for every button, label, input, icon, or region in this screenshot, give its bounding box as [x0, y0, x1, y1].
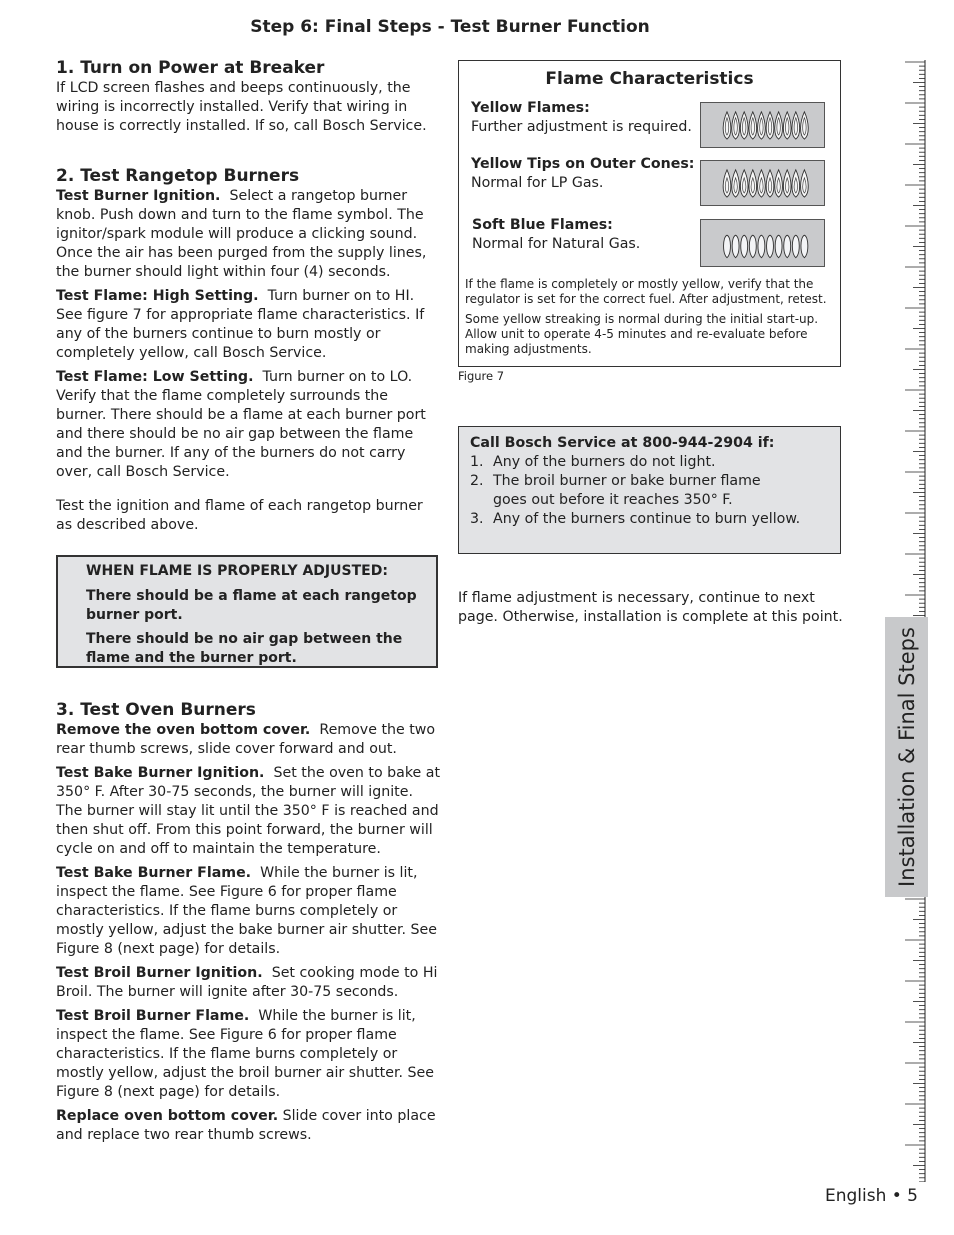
soft-blue-flames-icon: [700, 219, 825, 267]
body-text: Turn burner on to LO. Verify that the flame completely surrounds the burner. There should be a flame at each burner port and there should be no air gap between the flame and the burner. If any of the burners do not carry over, call Bosch Service.: [56, 369, 426, 480]
yellow-tips-flames-icon: [700, 160, 825, 206]
list-number: 3.: [470, 511, 484, 527]
list-number: 2.: [470, 473, 484, 489]
section-rangetop: [56, 166, 442, 540]
flame-desc: Further adjustment is required.: [471, 119, 692, 135]
call-heading: Call Bosch Service at 800-944-2904 if:: [470, 435, 775, 451]
margin-ruler-bottom: [905, 897, 929, 1182]
body-text: Slide cover into place and replace two rear thumb screws.: [56, 1108, 436, 1143]
note-heading: WHEN FLAME IS PROPERLY ADJUSTED:: [86, 563, 388, 579]
section-side-tab: [885, 617, 928, 897]
section-heading: 2. Test Rangetop Burners: [56, 166, 300, 186]
list-text: Any of the burners continue to burn yellow.: [493, 511, 801, 527]
body-text: Remove the two rear thumb screws, slide cover forward and out.: [56, 722, 436, 757]
yellow-flames-icon: [700, 102, 825, 148]
paragraph: [56, 1007, 442, 1102]
side-tab-label: Installation & Final Steps: [894, 627, 919, 887]
section-oven: [56, 700, 442, 1150]
section-heading: 3. Test Oven Burners: [56, 700, 256, 720]
paragraph: [56, 964, 442, 1002]
paragraph: Test the ignition and flame of each rangetop burner as described above.: [56, 498, 423, 533]
list-item: [470, 472, 830, 510]
lead-text: Test Burner Ignition.: [56, 188, 221, 204]
lead-text: Replace oven bottom cover.: [56, 1108, 279, 1124]
paragraph: [56, 764, 442, 859]
call-service-box: [458, 426, 841, 554]
lead-text: Test Flame: High Setting.: [56, 288, 259, 304]
next-page-note: If flame adjustment is necessary, continue to next page. Otherwise, installation is complete at this point.: [458, 590, 843, 625]
note-line: There should be a flame at each rangetop burner port.: [86, 588, 417, 623]
lead-text: Remove the oven bottom cover.: [56, 722, 311, 738]
body-text: While the burner is lit, inspect the flame. See Figure 6 for proper flame characteristics. If the flame burns completely or mostly yellow, adjust the bake burner air shutter. See Figure 8 (next page) for details.: [56, 865, 438, 957]
lead-text: Test Bake Burner Ignition.: [56, 765, 265, 781]
lead-text: Test Broil Burner Flame.: [56, 1008, 250, 1024]
list-text: The broil burner or bake burner flame goes out before it reaches 350° F.: [493, 473, 761, 508]
box-title: Flame Characteristics: [545, 69, 754, 89]
lead-text: Test Broil Burner Ignition.: [56, 965, 263, 981]
paragraph: [56, 864, 442, 959]
body-text: Turn burner on to HI. See figure 7 for appropriate flame characteristics. If any of the burners continue to burn mostly or completely yellow, call Bosch Service.: [56, 288, 425, 361]
flame-row-yellow: [471, 99, 692, 137]
flame-note: If the flame is completely or mostly yellow, verify that the regulator is set for the correct fuel. After adjustment, retest.: [465, 277, 827, 306]
section-power: [56, 58, 442, 141]
lead-text: Test Bake Burner Flame.: [56, 865, 252, 881]
list-item: [470, 453, 830, 472]
flame-note: Some yellow streaking is normal during the initial start-up. Allow unit to operate 4-5 minutes and re-evaluate before making adjustments.: [465, 312, 819, 356]
body-text: Select a rangetop burner knob. Push down and turn to the flame symbol. The ignitor/spark module will produce a clicking sound. Once the air has been purged from the supply lines, the burner should light within four (4) seconds.: [56, 188, 427, 280]
flame-row-yellow-tips: [471, 155, 694, 193]
figure-caption: Figure 7: [458, 369, 505, 383]
page-footer: English • 5: [824, 1186, 918, 1206]
flame-desc: Normal for Natural Gas.: [472, 236, 641, 252]
section-body: If LCD screen flashes and beeps continuously, the wiring is incorrectly installed. Verify that wiring in house is correctly installed. If so, call Bosch Service.: [56, 80, 427, 134]
body-text: Set the oven to bake at 350° F. After 30-75 seconds, the burner will ignite. The burner will stay lit until the 350° F is reached and then shut off. From this point forward, the burner will cycle on and off to maintain the temperature.: [56, 765, 441, 857]
paragraph: [56, 368, 442, 482]
flame-row-blue: [472, 216, 640, 254]
paragraph: [56, 187, 442, 282]
call-list: [470, 453, 830, 529]
note-line: There should be no air gap between the flame and the burner port.: [86, 631, 403, 666]
flame-label: Yellow Tips on Outer Cones:: [471, 156, 695, 172]
list-number: 1.: [470, 454, 484, 470]
paragraph: [56, 721, 442, 759]
list-text: Any of the burners do not light.: [493, 454, 716, 470]
margin-ruler-top: [905, 60, 929, 617]
body-text: While the burner is lit, inspect the flame. See Figure 6 for proper flame characteristics. If the flame burns completely or mostly yellow, adjust the broil burner air shutter. See Figure 8 (next page) for details.: [56, 1008, 434, 1100]
proper-flame-note-box: [56, 555, 438, 668]
paragraph: [56, 1107, 442, 1145]
flame-desc: Normal for LP Gas.: [471, 175, 604, 191]
flame-characteristics-box: [458, 60, 841, 367]
list-item: [470, 510, 830, 529]
flame-label: Yellow Flames:: [471, 100, 590, 116]
lead-text: Test Flame: Low Setting.: [56, 369, 254, 385]
paragraph: [56, 287, 442, 363]
flame-label: Soft Blue Flames:: [472, 217, 613, 233]
body-text: Set cooking mode to Hi Broil. The burner will ignite after 30-75 seconds.: [56, 965, 438, 1000]
page-title: Step 6: Final Steps - Test Burner Function: [250, 17, 650, 37]
section-heading: 1. Turn on Power at Breaker: [56, 58, 325, 78]
